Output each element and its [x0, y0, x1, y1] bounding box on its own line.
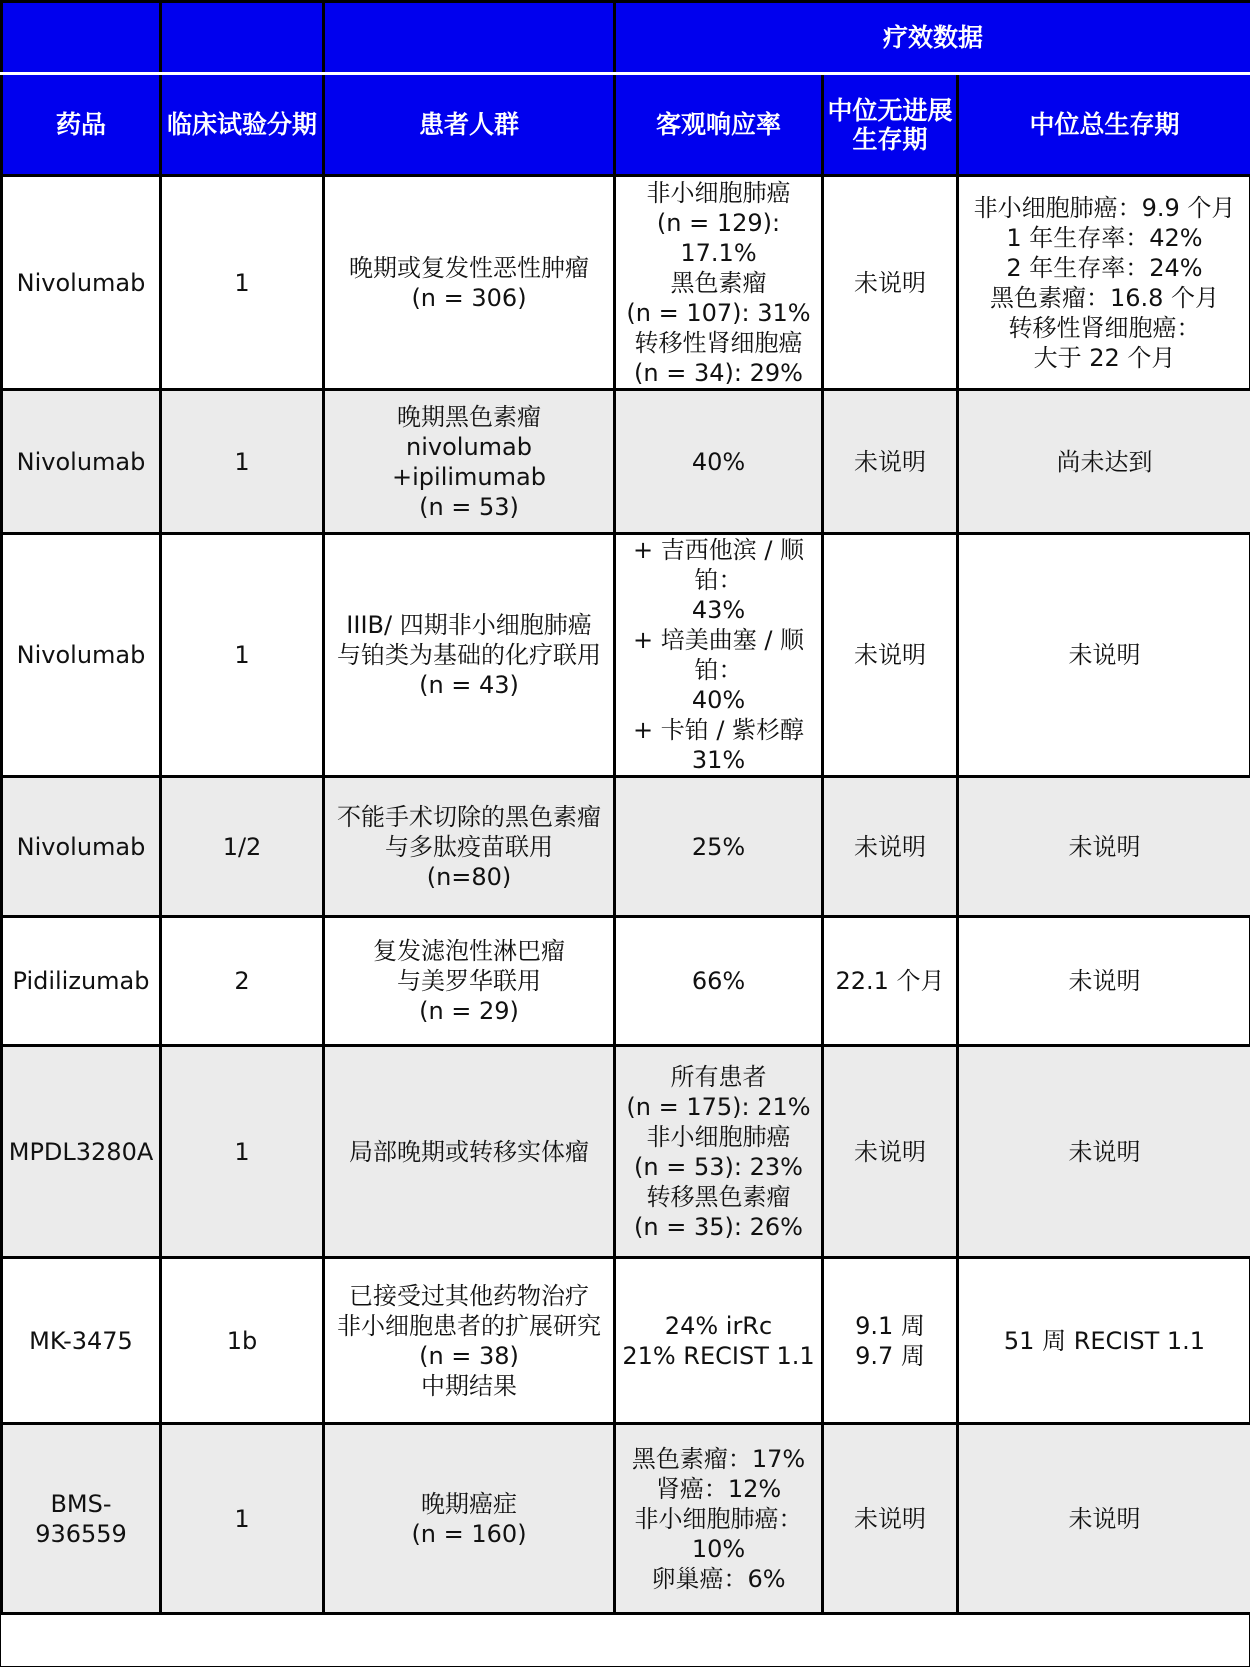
- cell-orr: 24% irRc 21% RECIST 1.1: [615, 1258, 823, 1424]
- cell-population: 晚期或复发性恶性肿瘤 (n = 306): [324, 176, 615, 390]
- header-blank-cell: [161, 2, 324, 74]
- cell-phase: 2: [161, 917, 324, 1046]
- cell-phase: 1: [161, 176, 324, 390]
- cell-population: 局部晚期或转移实体瘤: [324, 1046, 615, 1258]
- col-header-orr: 客观响应率: [615, 74, 823, 176]
- cell-phase: 1b: [161, 1258, 324, 1424]
- cell-pfs: 未说明: [823, 534, 958, 777]
- cell-pfs: 未说明: [823, 390, 958, 534]
- col-header-population: 患者人群: [324, 74, 615, 176]
- table-row: [2, 176, 1250, 390]
- cell-phase: 1: [161, 534, 324, 777]
- cell-orr: 66%: [615, 917, 823, 1046]
- cell-population: IIIB/ 四期非小细胞肺癌 与铂类为基础的化疗联用 (n = 43): [324, 534, 615, 777]
- cell-drug: Nivolumab: [2, 176, 161, 390]
- cell-drug: Pidilizumab: [2, 917, 161, 1046]
- table-row: [2, 917, 1250, 1046]
- cell-os: 未说明: [958, 917, 1250, 1046]
- cell-orr: 黑色素瘤：17% 肾癌：12% 非小细胞肺癌： 10% 卵巢癌：6%: [615, 1424, 823, 1614]
- cell-drug: Nivolumab: [2, 777, 161, 917]
- table-row: [2, 1424, 1250, 1614]
- cell-os: 未说明: [958, 777, 1250, 917]
- cell-orr: 非小细胞肺癌 (n = 129): 17.1% 黑色素瘤 (n = 107): 31% 转移性肾细胞癌 (n = 34): 29%: [615, 176, 823, 390]
- cell-os: 未说明: [958, 534, 1250, 777]
- cell-pfs: 未说明: [823, 1046, 958, 1258]
- cell-pfs: 22.1 个月: [823, 917, 958, 1046]
- header-blank-cell: [324, 2, 615, 74]
- cell-population: 不能手术切除的黑色素瘤 与多肽疫苗联用 (n=80): [324, 777, 615, 917]
- cell-orr: 25%: [615, 777, 823, 917]
- table-body: [2, 176, 1250, 1614]
- cell-os: 未说明: [958, 1424, 1250, 1614]
- col-header-drug: 药品: [2, 74, 161, 176]
- cell-population: 复发滤泡性淋巴瘤 与美罗华联用 (n = 29): [324, 917, 615, 1046]
- cell-orr: 40%: [615, 390, 823, 534]
- header-group-row: [2, 2, 1250, 74]
- table-row: [2, 777, 1250, 917]
- cell-orr: + 吉西他滨 / 顺铂： 43% + 培美曲塞 / 顺铂： 40% + 卡铂 / 紫杉醇 31%: [615, 534, 823, 777]
- cell-pfs: 9.1 周 9.7 周: [823, 1258, 958, 1424]
- header-column-row: [2, 74, 1250, 176]
- table-row: [2, 1046, 1250, 1258]
- cell-population: 晚期黑色素瘤 nivolumab +ipilimumab (n = 53): [324, 390, 615, 534]
- cell-os: 非小细胞肺癌：9.9 个月 1 年生存率：42% 2 年生存率：24% 黑色素瘤：16.8 个月 转移性肾细胞癌： 大于 22 个月: [958, 176, 1250, 390]
- cell-orr: 所有患者 (n = 175): 21% 非小细胞肺癌 (n = 53): 23% 转移黑色素瘤 (n = 35): 26%: [615, 1046, 823, 1258]
- cell-phase: 1: [161, 1424, 324, 1614]
- cell-population: 已接受过其他药物治疗 非小细胞患者的扩展研究 (n = 38) 中期结果: [324, 1258, 615, 1424]
- col-header-os: 中位总生存期: [958, 74, 1250, 176]
- cell-phase: 1/2: [161, 777, 324, 917]
- cell-pfs: 未说明: [823, 777, 958, 917]
- cell-drug: Nivolumab: [2, 534, 161, 777]
- cell-population: 晚期癌症 (n = 160): [324, 1424, 615, 1614]
- cell-pfs: 未说明: [823, 1424, 958, 1614]
- table-header: [2, 2, 1250, 176]
- cell-drug: MPDL3280A: [2, 1046, 161, 1258]
- cell-drug: Nivolumab: [2, 390, 161, 534]
- cell-os: 尚未达到: [958, 390, 1250, 534]
- cell-phase: 1: [161, 1046, 324, 1258]
- cell-os: 未说明: [958, 1046, 1250, 1258]
- header-group-efficacy: 疗效数据: [615, 2, 1250, 74]
- col-header-pfs: 中位无进展 生存期: [823, 74, 958, 176]
- cell-os: 51 周 RECIST 1.1: [958, 1258, 1250, 1424]
- cell-drug: MK-3475: [2, 1258, 161, 1424]
- table-row: [2, 1258, 1250, 1424]
- header-blank-cell: [2, 2, 161, 74]
- cell-phase: 1: [161, 390, 324, 534]
- cell-pfs: 未说明: [823, 176, 958, 390]
- col-header-phase: 临床试验分期: [161, 74, 324, 176]
- table-row: [2, 390, 1250, 534]
- cell-drug: BMS- 936559: [2, 1424, 161, 1614]
- table-row: [2, 534, 1250, 777]
